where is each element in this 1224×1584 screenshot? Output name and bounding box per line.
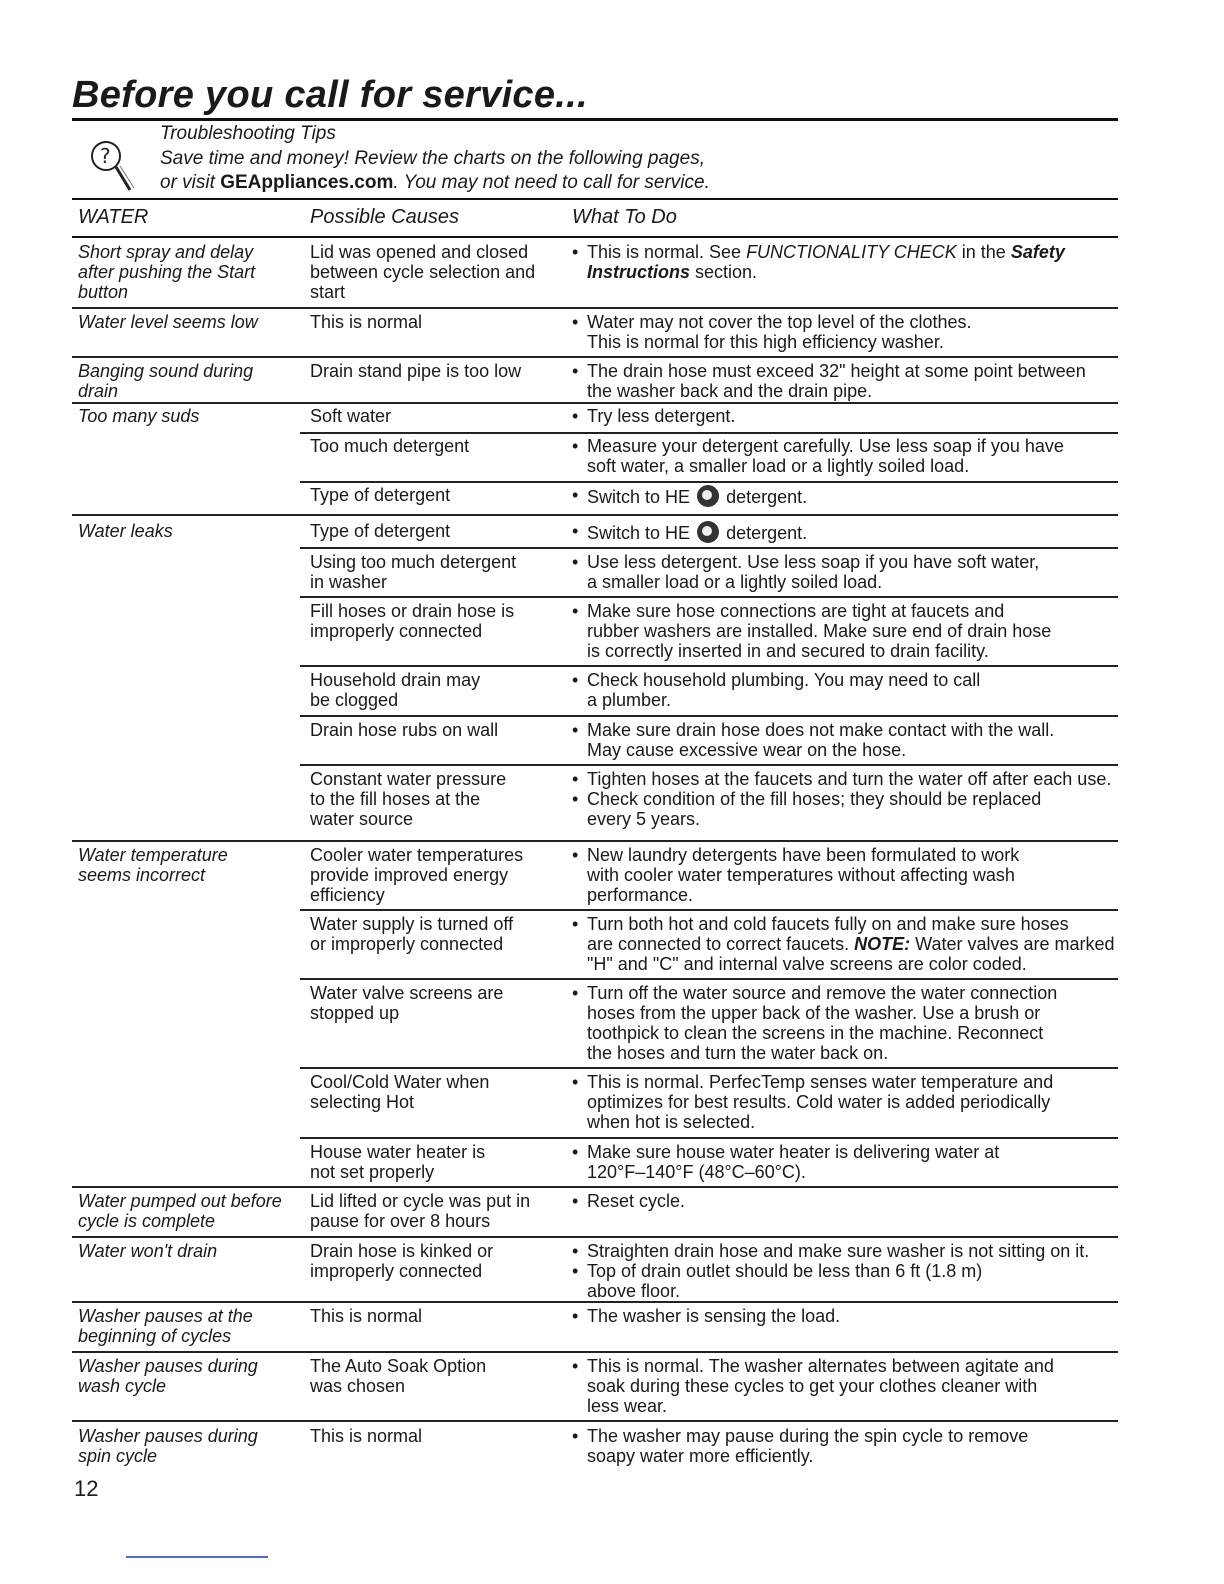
todo-row-0 (572, 242, 1120, 282)
cause-soft-water: Soft water (310, 406, 392, 426)
todo-0-a: This is normal. See (587, 242, 747, 262)
todo-18-1: • Straighten drain hose and make sure washer is not sitting on it. (572, 1241, 1120, 1261)
sub-row-divider (300, 665, 1118, 667)
cause-cooler-temperatures: Cooler water temperatures provide improved energy efficiency (310, 845, 524, 905)
column-header-todo: What To Do (572, 206, 677, 228)
todo-11-2: • Check condition of the fill hoses; they should be replaced every 5 years. (572, 789, 1120, 829)
row-divider (72, 1301, 1118, 1303)
cause-using-too-much-detergent: Using too much detergent in washer (310, 552, 517, 592)
todo-0-d: Safety Instructions (587, 242, 1065, 282)
cause-normal: This is normal (310, 312, 423, 332)
problem-water-level-low: Water level seems low (78, 312, 258, 332)
problem-pauses-wash: Washer pauses during wash cycle (78, 1356, 258, 1396)
cause-auto-soak: The Auto Soak Option was chosen (310, 1356, 487, 1396)
row-divider (72, 356, 1118, 358)
todo-row-17 (572, 1191, 1120, 1211)
todo-8: • Make sure hose connections are tight at faucets and rubber washers are installed. Make sure end of drain hose is correctly inserted in and secured to drain facility. (572, 601, 1120, 661)
sub-row-divider (300, 547, 1118, 549)
todo-5-a: Switch to HE (587, 487, 691, 507)
row-divider (72, 1186, 1118, 1188)
todo-row-15 (572, 1072, 1120, 1132)
todo-13-d: " and internal valve screens are color coded. (672, 954, 1027, 974)
cause-screens-stopped: Water valve screens are stopped up (310, 983, 504, 1023)
section-header-water: WATER (78, 206, 149, 228)
todo-21: • The washer may pause during the spin cycle to remove soapy water more efficiently. (572, 1426, 1120, 1466)
todo-row-12 (572, 845, 1120, 905)
problem-temperature-incorrect: Water temperature seems incorrect (78, 845, 228, 885)
cause-hose-kinked: Drain hose is kinked or improperly connected (310, 1241, 494, 1281)
svg-text:?: ? (100, 144, 111, 168)
todo-2: • The drain hose must exceed 32" height at some point between the washer back and the drain pipe. (572, 361, 1120, 401)
todo-row-16 (572, 1142, 1120, 1182)
cause-drain-clogged: Household drain may be clogged (310, 670, 481, 710)
todo-18-2: • Top of drain outlet should be less than 6 ft (1.8 m) above floor. (572, 1261, 1120, 1301)
cause-type-of-detergent: Type of detergent (310, 521, 451, 541)
column-header-causes: Possible Causes (310, 206, 459, 228)
todo-row-19 (572, 1306, 1120, 1326)
todo-row-7 (572, 552, 1120, 592)
todo-19: • The washer is sensing the load. (572, 1306, 1120, 1326)
todo-row-5 (572, 485, 1120, 507)
todo-14: • Turn off the water source and remove the water connection hoses from the upper back of the washer. Use a brush or toothpick to clean the screens in the machine. Reconnect the hoses and turn the water back on. (572, 983, 1120, 1063)
footer-line (126, 1556, 268, 1558)
todo-row-20 (572, 1356, 1120, 1416)
sub-row-divider (300, 1067, 1118, 1069)
todo-4: • Measure your detergent carefully. Use less soap if you have soft water, a smaller load or a lightly soiled load. (572, 436, 1120, 476)
todo-16: • Make sure house water heater is delivering water at 120°F–140°F (48°C–60°C). (572, 1142, 1120, 1182)
tips-heading: Troubleshooting Tips (160, 123, 336, 144)
cause-type-of-detergent: Type of detergent (310, 485, 451, 505)
problem-wont-drain: Water won't drain (78, 1241, 218, 1261)
todo-13-a: Turn both hot and cold faucets fully on and make sure hoses are connected to correct faucets. (587, 914, 1069, 954)
title-divider (72, 118, 1118, 121)
todo-row-10 (572, 720, 1120, 760)
page-number: 12 (74, 1476, 99, 1501)
todo-row-1 (572, 312, 1120, 352)
tips-line-2-after: . You may not need to call for service. (393, 172, 710, 193)
row-divider (72, 1236, 1118, 1238)
sub-row-divider (300, 764, 1118, 766)
todo-12: • New laundry detergents have been formulated to work with cooler water temperatures without affecting wash performance. (572, 845, 1120, 905)
todo-row-3 (572, 406, 1120, 426)
cause-stand-pipe-low: Drain stand pipe is too low (310, 361, 522, 381)
cause-normal: This is normal (310, 1426, 423, 1446)
cause-lid-lifted: Lid lifted or cycle was put in pause for over 8 hours (310, 1191, 531, 1231)
tips-line-2-before: or visit (160, 172, 215, 193)
cause-cool-when-hot: Cool/Cold Water when selecting Hot (310, 1072, 490, 1112)
sub-row-divider (300, 596, 1118, 598)
sub-row-divider (300, 481, 1118, 483)
sub-row-divider (300, 1137, 1118, 1139)
todo-13-note: NOTE: (854, 934, 911, 954)
todo-row-14 (572, 983, 1120, 1063)
problem-pauses-beginning: Washer pauses at the beginning of cycles (78, 1306, 253, 1346)
row-divider (72, 840, 1118, 842)
todo-row-11 (572, 769, 1120, 829)
tips-text (160, 122, 710, 196)
he-logo-icon (697, 485, 719, 507)
row-divider (72, 514, 1118, 516)
todo-row-18 (572, 1241, 1120, 1301)
magnifier-question-icon (88, 130, 148, 200)
todo-15: • This is normal. PerfecTemp senses water temperature and optimizes for best results. Cold water is added periodically when hot is selected. (572, 1072, 1120, 1132)
sub-row-divider (300, 715, 1118, 717)
todo-6-b: detergent. (721, 523, 808, 543)
tips-line-2 (160, 171, 710, 196)
todo-row-6 (572, 521, 1120, 543)
ge-appliances-link[interactable]: GEAppliances.com (220, 172, 394, 193)
todo-3: • Try less detergent. (572, 406, 1120, 426)
sub-row-divider (300, 432, 1118, 434)
todo-row-21 (572, 1426, 1120, 1466)
he-logo-icon (697, 521, 719, 543)
cause-supply-off: Water supply is turned off or improperly connected (310, 914, 514, 954)
row-divider (72, 1351, 1118, 1353)
cause-hoses-improperly-connected: Fill hoses or drain hose is improperly connected (310, 601, 515, 641)
row-divider (72, 1420, 1118, 1422)
cause-hose-rubs-wall: Drain hose rubs on wall (310, 720, 499, 740)
page-title: Before you call for service... (72, 74, 588, 116)
sub-row-divider (300, 909, 1118, 911)
cause-water-heater: House water heater is not set properly (310, 1142, 486, 1182)
todo-row-8 (572, 601, 1120, 661)
todo-13-c: " and " (606, 954, 660, 974)
todo-0-c: in the (956, 242, 1011, 262)
todo-row-2 (572, 361, 1120, 401)
todo-13-b: Water valves are marked " (587, 934, 1115, 974)
sub-row-divider (300, 978, 1118, 980)
todo-row-4 (572, 436, 1120, 476)
cause-normal: This is normal (310, 1306, 423, 1326)
todo-13-cc: C (659, 954, 673, 974)
cause-constant-pressure: Constant water pressure to the fill hoses at the water source (310, 769, 507, 829)
todo-10: • Make sure drain hose does not make contact with the wall. May cause excessive wear on the hose. (572, 720, 1120, 760)
todo-5-b: detergent. (721, 487, 808, 507)
todo-11-1: • Tighten hoses at the faucets and turn the water off after each use. (572, 769, 1120, 789)
todo-0-b: FUNCTIONALITY CHECK (746, 242, 957, 262)
problem-banging-sound: Banging sound during drain (78, 361, 254, 401)
row-divider (72, 307, 1118, 309)
cause-lid-opened: Lid was opened and closed between cycle selection and start (310, 242, 536, 302)
todo-13-h: H (593, 954, 607, 974)
problem-too-many-suds: Too many suds (78, 406, 200, 426)
todo-7: • Use less detergent. Use less soap if you have soft water, a smaller load or a lightly soiled load. (572, 552, 1120, 592)
cause-too-much-detergent: Too much detergent (310, 436, 470, 456)
problem-water-leaks: Water leaks (78, 521, 173, 541)
problem-short-spray: Short spray and delay after pushing the Start button (78, 242, 256, 302)
problem-pumped-out: Water pumped out before cycle is complete (78, 1191, 282, 1231)
tips-divider (72, 198, 1118, 200)
todo-0-e: section. (690, 262, 758, 282)
tips-line-1: Save time and money! Review the charts on the following pages, (160, 147, 705, 169)
todo-17: • Reset cycle. (572, 1191, 1120, 1211)
row-divider (72, 402, 1118, 404)
header-divider (72, 236, 1118, 238)
todo-20: • This is normal. The washer alternates between agitate and soak during these cycles to get your clothes cleaner with less wear. (572, 1356, 1120, 1416)
troubleshooting-tips (88, 122, 1088, 198)
todo-row-13 (572, 914, 1120, 974)
todo-1: • Water may not cover the top level of the clothes. This is normal for this high efficiency washer. (572, 312, 1120, 352)
todo-9: • Check household plumbing. You may need to call a plumber. (572, 670, 1120, 710)
todo-6-a: Switch to HE (587, 523, 691, 543)
problem-pauses-spin: Washer pauses during spin cycle (78, 1426, 258, 1466)
todo-row-9 (572, 670, 1120, 710)
